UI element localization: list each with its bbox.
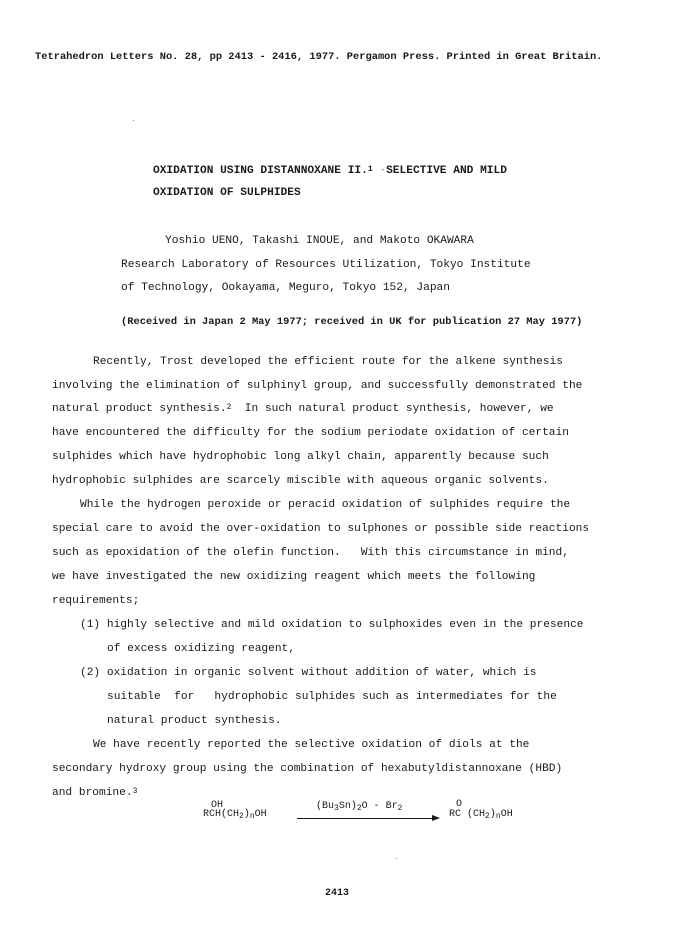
requirement-2-line-3: natural product synthesis. <box>107 715 282 727</box>
para3-line-3: and bromine.$^3$ <box>52 787 138 799</box>
affiliation-line-2: of Technology, Ookayama, Meguro, Tokyo 152, Japan <box>121 282 450 294</box>
received-note: (Received in Japan 2 May 1977; received in UK for publication 27 May 1977) <box>121 316 583 328</box>
para3-line-1: We have recently reported the selective oxidation of diols at the <box>93 739 530 751</box>
para1-line-3: natural product synthesis.$^2$ In such natural product synthesis, however, we <box>52 403 554 415</box>
paper-title-line-1: OXIDATION USING DISTANNOXANE II.$^1$ ·SELECTIVE AND MILD <box>153 165 507 177</box>
product-formula: RC $(CH_2)_nOH$ <box>449 809 513 821</box>
para2-line-3: such as epoxidation of the olefin function. With this circumstance in mind, <box>52 547 569 559</box>
scan-dot <box>133 120 134 121</box>
para1-line-5: sulphides which have hydrophobic long alkyl chain, apparently because such <box>52 451 549 463</box>
para3-line-2: secondary hydroxy group using the combination of hexabutyldistannoxane (HBD) <box>52 763 563 775</box>
product-carbonyl-oxygen: O <box>456 799 463 810</box>
authors: Yoshio UENO, Takashi INOUE, and Makoto OKAWARA <box>165 235 474 247</box>
para2-line-5: requirements; <box>52 595 140 607</box>
para1-line-6: hydrophobic sulphides are scarcely miscible with aqueous organic solvents. <box>52 475 549 487</box>
reactant-formula: $RCH(CH_2)_nOH$ <box>203 809 267 821</box>
reaction-arrow <box>297 818 434 819</box>
reagent-label: $(Bu_3Sn)_2O - Br_2$ <box>316 801 403 813</box>
para2-line-1: While the hydrogen peroxide or peracid oxidation of sulphides require the <box>80 499 571 511</box>
affiliation-line-1: Research Laboratory of Resources Utilization, Tokyo Institute <box>121 259 531 271</box>
page-number: 2413 <box>325 888 350 899</box>
para1-line-4: have encountered the difficulty for the sodium periodate oxidation of certain <box>52 427 569 439</box>
requirement-1-line-2: of excess oxidizing reagent, <box>107 643 295 655</box>
requirement-2-line-2: suitable for hydrophobic sulphides such as intermediates for the <box>107 691 557 703</box>
para2-line-2: special care to avoid the over-oxidation to sulphones or possible side reactions <box>52 523 590 535</box>
requirement-1-line-1: (1) highly selective and mild oxidation to sulphoxides even in the presence <box>80 619 584 631</box>
para2-line-4: we have investigated the new oxidizing reagent which meets the following <box>52 571 536 583</box>
scan-dot <box>396 858 397 859</box>
reaction-arrow-head <box>432 815 440 821</box>
requirement-2-line-1: (2) oxidation in organic solvent without addition of water, which is <box>80 667 537 679</box>
journal-header: Tetrahedron Letters No. 28, pp 2413 - 2416, 1977. Pergamon Press. Printed in Great Britain. <box>35 51 603 63</box>
reactant-hydroxy: OH <box>211 800 224 811</box>
para1-line-1: Recently, Trost developed the efficient route for the alkene synthesis <box>93 356 563 368</box>
para1-line-2: involving the elimination of sulphinyl group, and successfully demonstrated the <box>52 380 583 392</box>
paper-title-line-2: OXIDATION OF SULPHIDES <box>153 187 301 199</box>
